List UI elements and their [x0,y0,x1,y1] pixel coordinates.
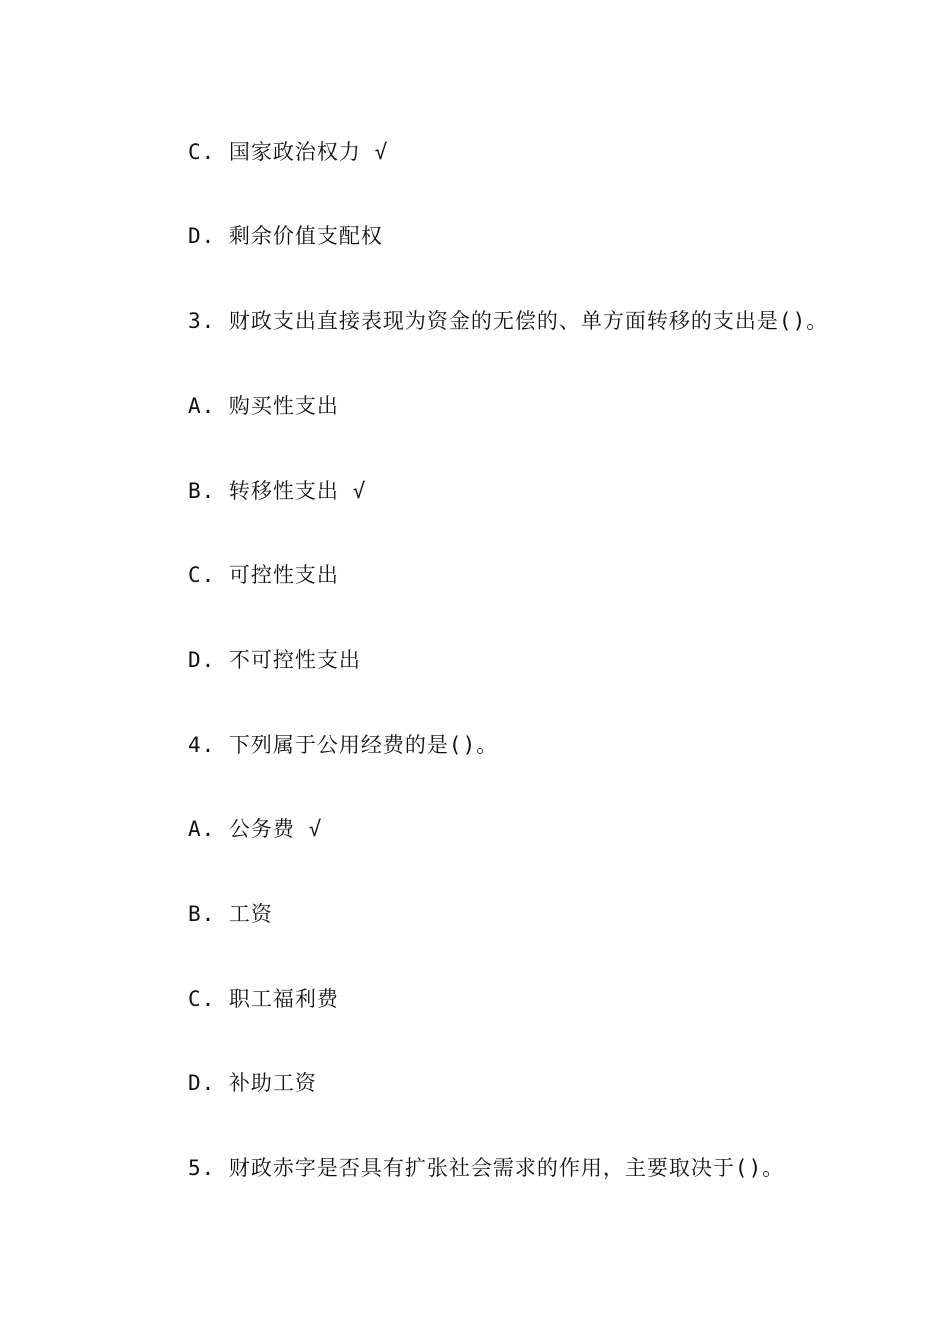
option-c-q2: C. 国家政治权力 √ [188,140,389,164]
option-c-q4: C. 职工福利费 [188,987,339,1011]
option-d-q3: D. 不可控性支出 [188,648,361,672]
question-5: 5. 财政赤字是否具有扩张社会需求的作用，主要取决于()。 [188,1156,785,1180]
option-d-q4: D. 补助工资 [188,1071,317,1095]
option-b-q4: B. 工资 [188,902,273,926]
question-3: 3. 财政支出直接表现为资金的无偿的、单方面转移的支出是()。 [188,309,829,333]
option-a-q3: A. 购买性支出 [188,394,339,418]
option-d-q2: D. 剩余价值支配权 [188,224,383,248]
question-4: 4. 下列属于公用经费的是()。 [188,733,499,757]
option-a-q4: A. 公务费 √ [188,817,323,841]
option-c-q3: C. 可控性支出 [188,563,339,587]
option-b-q3: B. 转移性支出 √ [188,479,367,503]
